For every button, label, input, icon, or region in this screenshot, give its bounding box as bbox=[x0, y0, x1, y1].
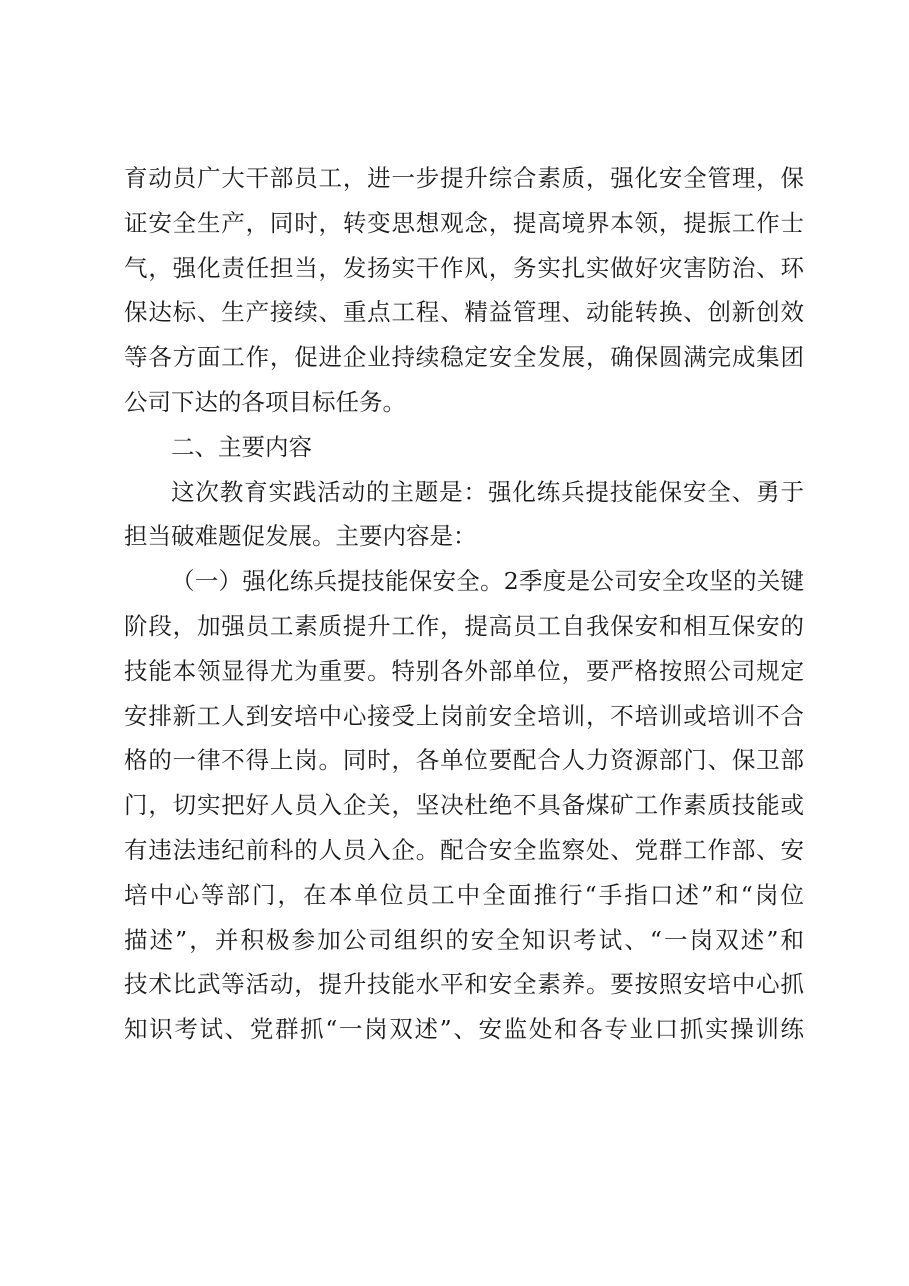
text-line: 阶段，加强员工素质提升工作，提高员工自我保安和相互保安的 bbox=[124, 611, 804, 640]
text-line: 有违法违纪前科的人员入企。配合安全监察处、党群工作部、安 bbox=[124, 835, 804, 864]
text-line: 知识考试、党群抓“一岗双述”、安监处和各专业口抓实操训练 bbox=[124, 1015, 804, 1044]
text-line: 技术比武等活动，提升技能水平和安全素养。要按照安培中心抓 bbox=[124, 970, 804, 999]
text-line: 技能本领显得尤为重要。特别各外部单位，要严格按照公司规定 bbox=[124, 656, 804, 685]
text-line: 这次教育实践活动的主题是：强化练兵提技能保安全、勇于 bbox=[171, 477, 804, 506]
document-body bbox=[124, 156, 804, 1052]
text-line: 担当破难题促发展。主要内容是： bbox=[124, 522, 477, 551]
text-line: 培中心等部门，在本单位员工中全面推行“手指口述”和“岗位 bbox=[124, 880, 804, 909]
section-heading-main-content bbox=[124, 425, 804, 470]
text-line: 等各方面工作，促进企业持续稳定安全发展，确保圆满完成集团 bbox=[124, 343, 804, 372]
text-line: 描述”，并积极参加公司组织的安全知识考试、“一岗双述”和 bbox=[124, 925, 804, 954]
text-line: 育动员广大干部员工，进一步提升综合素质，强化安全管理，保 bbox=[124, 164, 804, 192]
text-line: 格的一律不得上岗。同时，各单位要配合人力资源部门、保卫部 bbox=[124, 746, 804, 775]
text-line: （一）强化练兵提技能保安全。2季度是公司安全攻坚的关键 bbox=[171, 567, 804, 596]
text-line: 公司下达的各项目标任务。 bbox=[124, 387, 406, 416]
text-line: 门，切实把好人员入企关，坚决杜绝不具备煤矿工作素质技能或 bbox=[124, 791, 804, 820]
paragraph-item-one bbox=[124, 559, 804, 1052]
paragraph-theme bbox=[124, 470, 804, 560]
text-line: 证安全生产，同时，转变思想观念，提高境界本领，提振工作士 bbox=[124, 208, 804, 237]
text-line: 安排新工人到安培中心接受上岗前安全培训，不培训或培训不合 bbox=[124, 701, 804, 730]
text-line: 气，强化责任担当，发扬实干作风，务实扎实做好灾害防治、环 bbox=[124, 253, 804, 282]
paragraph-intro bbox=[124, 156, 804, 425]
section-heading: 二、主要内容 bbox=[171, 432, 312, 461]
text-line: 保达标、生产接续、重点工程、精益管理、动能转换、创新创效 bbox=[124, 298, 804, 327]
